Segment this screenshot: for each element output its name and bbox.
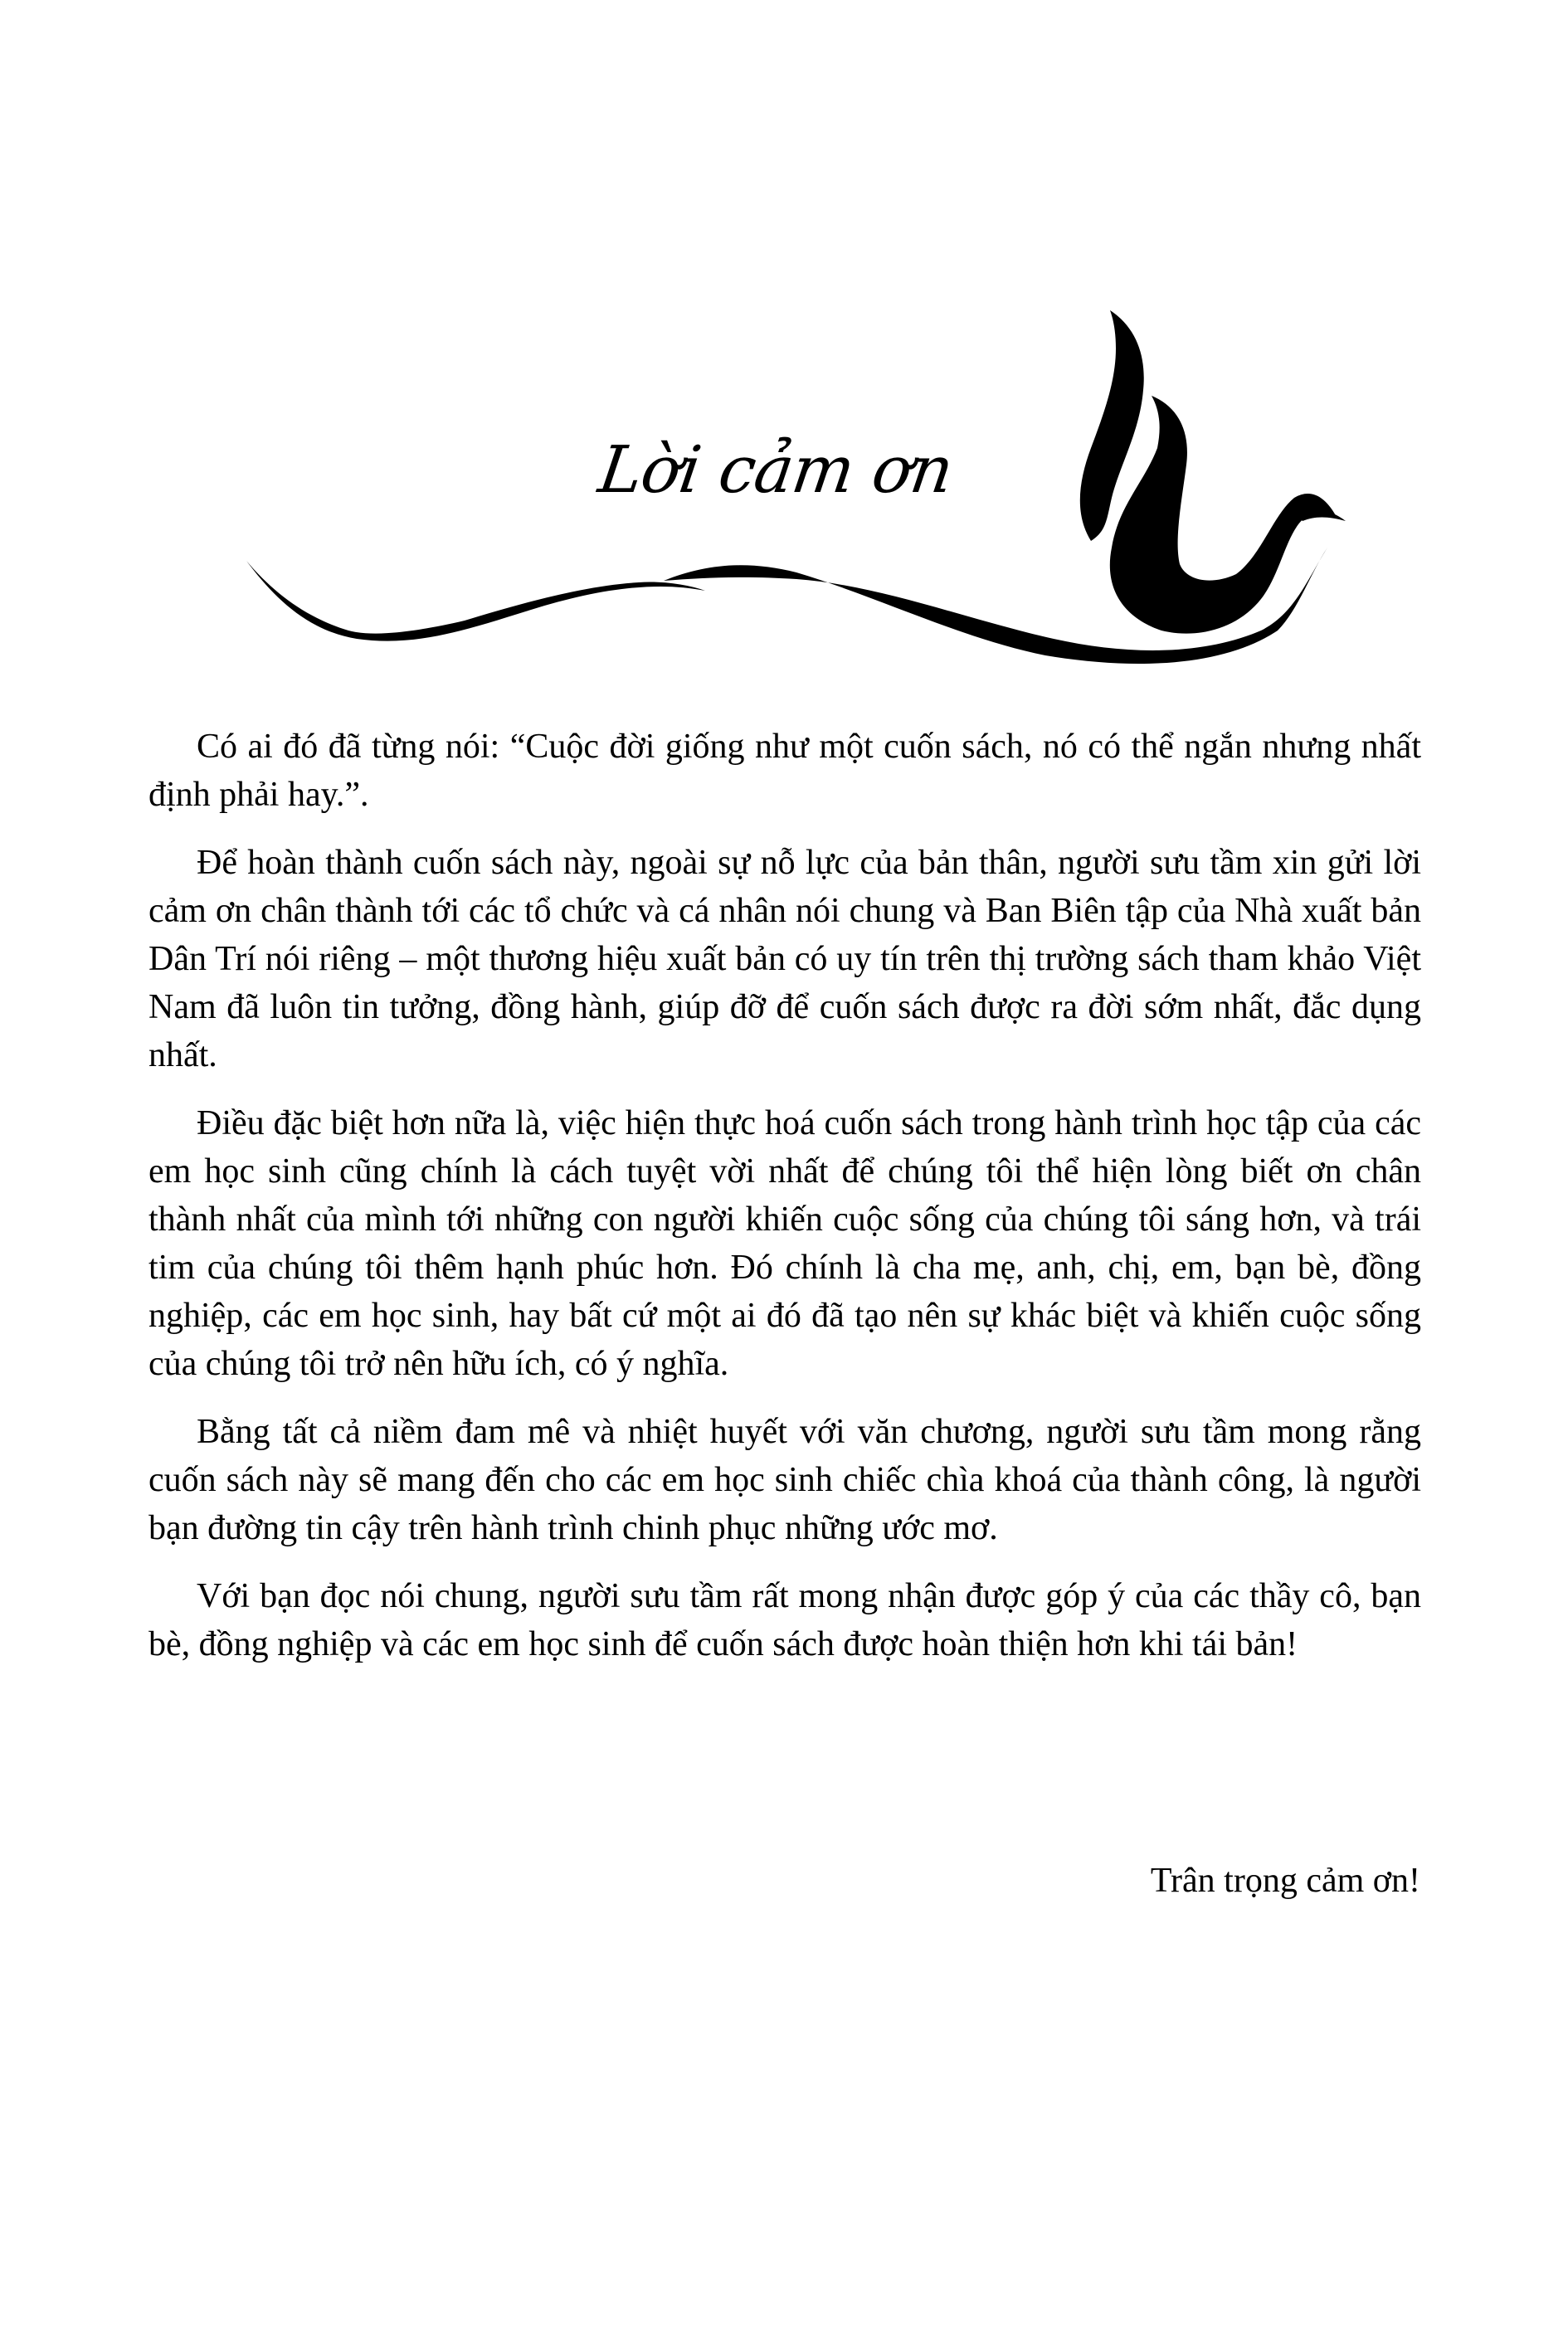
wave-left-icon	[246, 561, 705, 641]
paragraph: Bằng tất cả niềm đam mê và nhiệt huyết với văn chương, người sưu tầm mong rằng cuốn sách này sẽ mang đến cho các em học sinh chiếc chìa khoá của thành công, là người bạn đường tin cậy trên hành trình chinh phục những ước mơ.	[149, 1413, 1421, 1547]
closing-signoff: Trân trọng cảm ơn!	[1150, 1862, 1420, 1900]
paragraph: Có ai đó đã từng nói: “Cuộc đời giống như một cuốn sách, nó có thể ngắn nhưng nhất định phải hay.”.	[149, 728, 1421, 814]
flame-bird-wave-icon	[0, 0, 1568, 747]
page-title: Lời cảm ơn	[594, 433, 957, 508]
bird-beak-icon	[1294, 509, 1346, 521]
paragraph: Điều đặc biệt hơn nữa là, việc hiện thực hoá cuốn sách trong hành trình học tập của các em học sinh cũng chính là cách tuyệt vời nhất để chúng tôi thể hiện lòng biết ơn chân thành nhất của mình tới những con người khiến cuộc sống của chúng tôi sáng hơn, và trái tim của chúng tôi thêm hạnh phúc hơn. Đó chính là cha mẹ, anh, chị, em, bạn bè, đồng nghiệp, các em học sinh, hay bất cứ một ai đó đã tạo nên sự khác biệt và khiến cuộc sống của chúng tôi trở nên hữu ích, có ý nghĩa.	[149, 1104, 1421, 1383]
acknowledgement-body	[149, 723, 1421, 1688]
paragraph: Với bạn đọc nói chung, người sưu tầm rất mong nhận được góp ý của các thầy cô, bạn bè, đồng nghiệp và các em học sinh để cuốn sách được hoàn thiện hơn khi tái bản!	[149, 1577, 1421, 1663]
paragraph: Để hoàn thành cuốn sách này, ngoài sự nỗ lực của bản thân, người sưu tầm xin gửi lời cảm ơn chân thành tới các tổ chức và cá nhân nói chung và Ban Biên tập của Nhà xuất bản Dân Trí nói riêng – một thương hiệu xuất bản có uy tín trên thị trường sách tham khảo Việt Nam đã luôn tin tưởng, đồng hành, giúp đỡ để cuốn sách được ra đời sớm nhất, đắc dụng nhất.	[149, 844, 1421, 1074]
